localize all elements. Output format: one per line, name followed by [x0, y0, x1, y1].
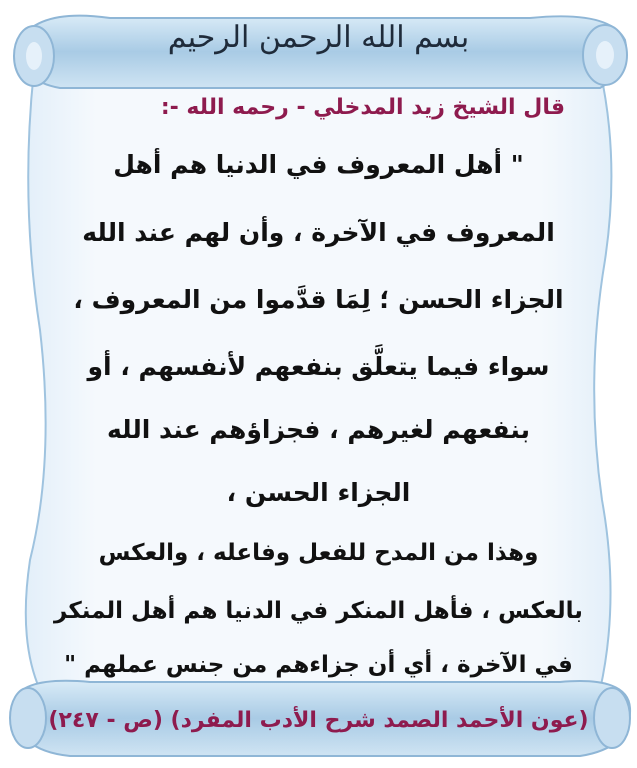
quote-line: الجزاء الحسن ، [226, 478, 411, 507]
quote-line: الجزاء الحسن ؛ لِمَا قدَّموا من المعروف ، [73, 285, 564, 314]
source-citation: (عون الأحمد الصمد شرح الأدب المفرد) (ص - ٢٤٧) [48, 708, 589, 733]
quote-line: المعروف في الآخرة ، وأن لهم عند الله [82, 218, 555, 247]
body-line: وهذا من المدح للفعل وفاعله ، والعكس [98, 540, 539, 566]
body-line: بالعكس ، فأهل المنكر في الدنيا هم أهل المنكر [54, 598, 583, 624]
quote-line: " أهل المعروف في الدنيا هم أهل [113, 150, 524, 179]
basmala-calligraphy: بسم الله الرحمن الرحيم [167, 20, 470, 55]
quote-line: بنفعهم لغيرهم ، فجزاؤهم عند الله [106, 415, 531, 444]
body-line: في الآخرة ، أي أن جزاءهم من جنس عملهم " [64, 652, 573, 678]
heading-attribution: قال الشيخ زيد المدخلي - رحمه الله -: [160, 95, 565, 120]
quote-line: سواء فيما يتعلَّق بنفعهم لأنفسهم ، أو [87, 352, 550, 381]
